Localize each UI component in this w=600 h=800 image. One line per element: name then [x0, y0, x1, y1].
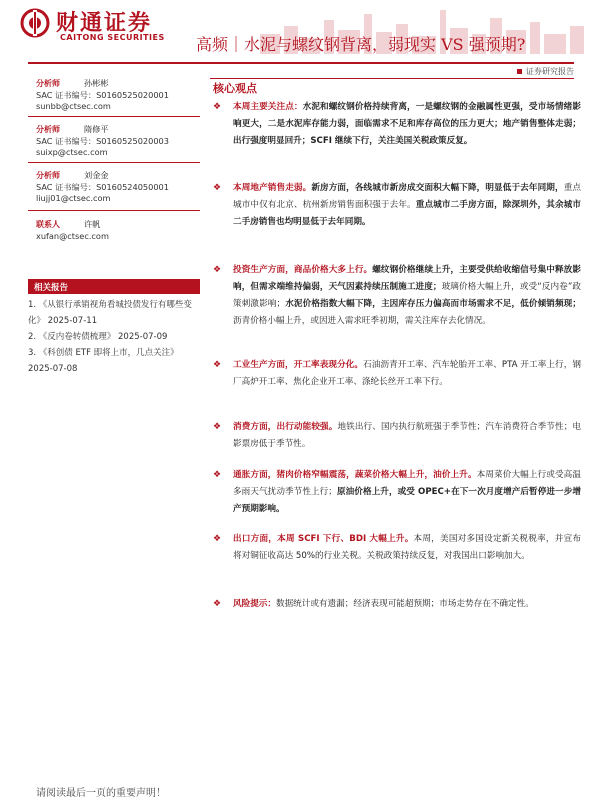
core-view-bullet [213, 357, 581, 391]
bullet-text-segment: 原油价格上升，或受 OPEC+在下一次月度增产后暂停进一步增产预期影响。 [233, 487, 581, 514]
analyst-email[interactable]: sunbb@ctsec.com [36, 101, 111, 111]
related-reports-title: 相关报告 [34, 283, 69, 293]
bullet-text-segment: 本周地产销售走弱。 [233, 183, 312, 193]
disclaimer-footer: 请阅读最后一页的重要声明！ [36, 788, 166, 799]
bullet-text-segment: 数据统计或有遗漏；经济表现可能超预期；市场走势存在不确定性。 [275, 599, 534, 609]
core-view-bullet [213, 596, 581, 613]
bullet-text [233, 180, 581, 231]
logo-text-cn: 财通证券 [56, 10, 153, 36]
bullet-text-segment: 水泥和螺纹钢价格持续背离，一是螺纹钢的金融属性更强，受市场情绪影响更大，二是水泥库存能力弱，面临需求不足和库存高位的压力更大；地产销售整体走弱；出行强度明显回升；SCFI 继续下行，关注美国关税政策反复。 [233, 102, 581, 146]
bullet-text [233, 467, 581, 518]
related-report-item[interactable]: 3. 《科创债 ETF 即将上市，几点关注》 2025-07-08 [28, 348, 179, 374]
analyst-card [36, 124, 206, 159]
analyst-sac: SAC 证书编号：S0160525020001 [36, 89, 169, 100]
core-view-bullet [213, 531, 581, 565]
core-view-bullet [213, 262, 581, 330]
bullet-text-segment: 出口方面，本周 SCFI 下行、BDI 大幅上升。 [233, 534, 414, 544]
analyst-sac: SAC 证书编号：S0160524050001 [36, 181, 169, 192]
analyst-email[interactable]: suixp@ctsec.com [36, 147, 108, 157]
core-view-title: 核心观点 [213, 82, 257, 95]
analyst-name: 隋修平 [84, 124, 109, 134]
core-view-bullet [213, 419, 581, 453]
bullet-text-segment: 风险提示： [233, 599, 276, 609]
bullet-text-segment: 本周主要关注点： [233, 102, 303, 112]
analyst-sac: SAC 证书编号：S0160525020003 [36, 135, 169, 146]
bullet-diamond-icon: ❖ [213, 265, 222, 275]
related-reports-header [28, 279, 200, 294]
analyst-divider [28, 162, 200, 163]
contact-card [36, 219, 206, 242]
related-report-item[interactable]: 2. 《反内卷转债梳理》 2025-07-09 [28, 332, 168, 342]
bullet-text-segment: 投资生产方面，商品价格大多上行。 [233, 265, 373, 275]
analyst-card [36, 78, 206, 113]
bullet-text-segment: 水泥价格指数大幅下降，主因库存压力偏高而市场需求不足，低价倾销频现； [285, 299, 581, 309]
analyst-name: 孙彬彬 [84, 78, 109, 88]
bullet-text [233, 99, 581, 150]
bullet-text-segment: 重点城市二手房方面，除深圳外，其余城市二手房销售也均明显低于去年同期。 [233, 200, 581, 227]
bullet-text [233, 596, 581, 613]
contact-name: 许帆 [84, 219, 101, 229]
analyst-card [36, 170, 206, 205]
bullet-text-segment: 工业生产方面，开工率表现分化。 [233, 360, 364, 370]
bullet-diamond-icon: ❖ [213, 470, 222, 480]
bullet-text-segment: 石油沥青开工率、汽车轮胎开工率、PTA 开工率上行，钢厂高炉开工率、焦化企业开工率、涤纶长丝开工率下行。 [233, 360, 581, 387]
bullet-diamond-icon: ❖ [213, 183, 222, 193]
report-type-label [517, 66, 574, 77]
bullet-text-segment: 本周，美国对多国设定新关税税率，并宣布将对铜征收高达 50%的行业关税。关税政策持续反复，对我国出口影响加大。 [233, 534, 581, 561]
bullet-diamond-icon: ❖ [213, 102, 222, 112]
bullet-text-segment: 通胀方面，猪肉价格窄幅震荡，蔬菜价格大幅上升，油价上升。 [233, 470, 477, 480]
related-reports-list [28, 297, 202, 377]
analyst-divider [28, 116, 200, 117]
bullet-text-segment: 地铁出行、国内执行航班强于季节性；汽车消费符合季节性；电影票房低于季节性。 [233, 422, 581, 449]
bullet-text [233, 357, 581, 391]
analyst-divider [28, 210, 200, 211]
report-type-text: 证券研究报告 [526, 67, 574, 76]
bullet-text [233, 262, 581, 330]
bullet-text-segment: 螺纹钢价格继续上升，主要受供给收缩信号集中释放影响，但需求端维持偏弱，天气因素持续压制施工进度； [233, 265, 581, 292]
core-view-bullet [213, 467, 581, 518]
bullet-text-segment: 重点城市中仅有北京、杭州新房销售面积强于去年。 [233, 183, 581, 210]
core-view-bullet [213, 180, 581, 231]
bullet-text-segment: 沥青价格小幅上升，或因进入需求旺季初期，需关注库存去化情况。 [233, 316, 491, 326]
analyst-role: 分析师 [36, 125, 60, 134]
bullet-text [233, 531, 581, 565]
analyst-email[interactable]: liujj01@ctsec.com [36, 193, 111, 203]
bullet-diamond-icon: ❖ [213, 360, 222, 370]
bullet-text-segment: 新房方面，各线城市新房成交面积大幅下降，明显低于去年同期， [311, 183, 564, 193]
caitong-logo-icon [20, 8, 50, 38]
bullet-text-segment: 消费方面，出行动能较强。 [233, 422, 338, 432]
contact-email[interactable]: xufan@ctsec.com [36, 230, 109, 241]
logo-text-en: CAITONG SECURITIES [60, 33, 165, 42]
bullet-diamond-icon: ❖ [213, 422, 222, 432]
header-divider [28, 62, 574, 64]
bullet-diamond-icon: ❖ [213, 599, 222, 609]
bullet-text [233, 419, 581, 453]
analyst-role: 分析师 [36, 171, 60, 180]
analyst-role: 分析师 [36, 79, 60, 88]
bullet-text-segment: 本周菜价大幅上行或受高温多雨天气扰动季节性上行； [233, 470, 581, 497]
core-view-bullet [213, 99, 581, 150]
bullet-text-segment: 玻璃价格大幅上升，或受“反内卷”政策刺激影响； [233, 282, 581, 309]
report-title: 高频｜水泥与螺纹钢背离，弱现实 VS 强预期? [196, 35, 526, 54]
report-header [0, 0, 600, 60]
related-report-item[interactable]: 1. 《从银行承销视角看城投债发行有哪些变化》 2025-07-11 [28, 300, 192, 326]
bullet-diamond-icon: ❖ [213, 534, 222, 544]
core-view-divider [210, 78, 574, 79]
contact-role: 联系人 [36, 220, 60, 229]
red-square-icon [517, 69, 522, 74]
analyst-name: 刘金金 [84, 170, 109, 180]
